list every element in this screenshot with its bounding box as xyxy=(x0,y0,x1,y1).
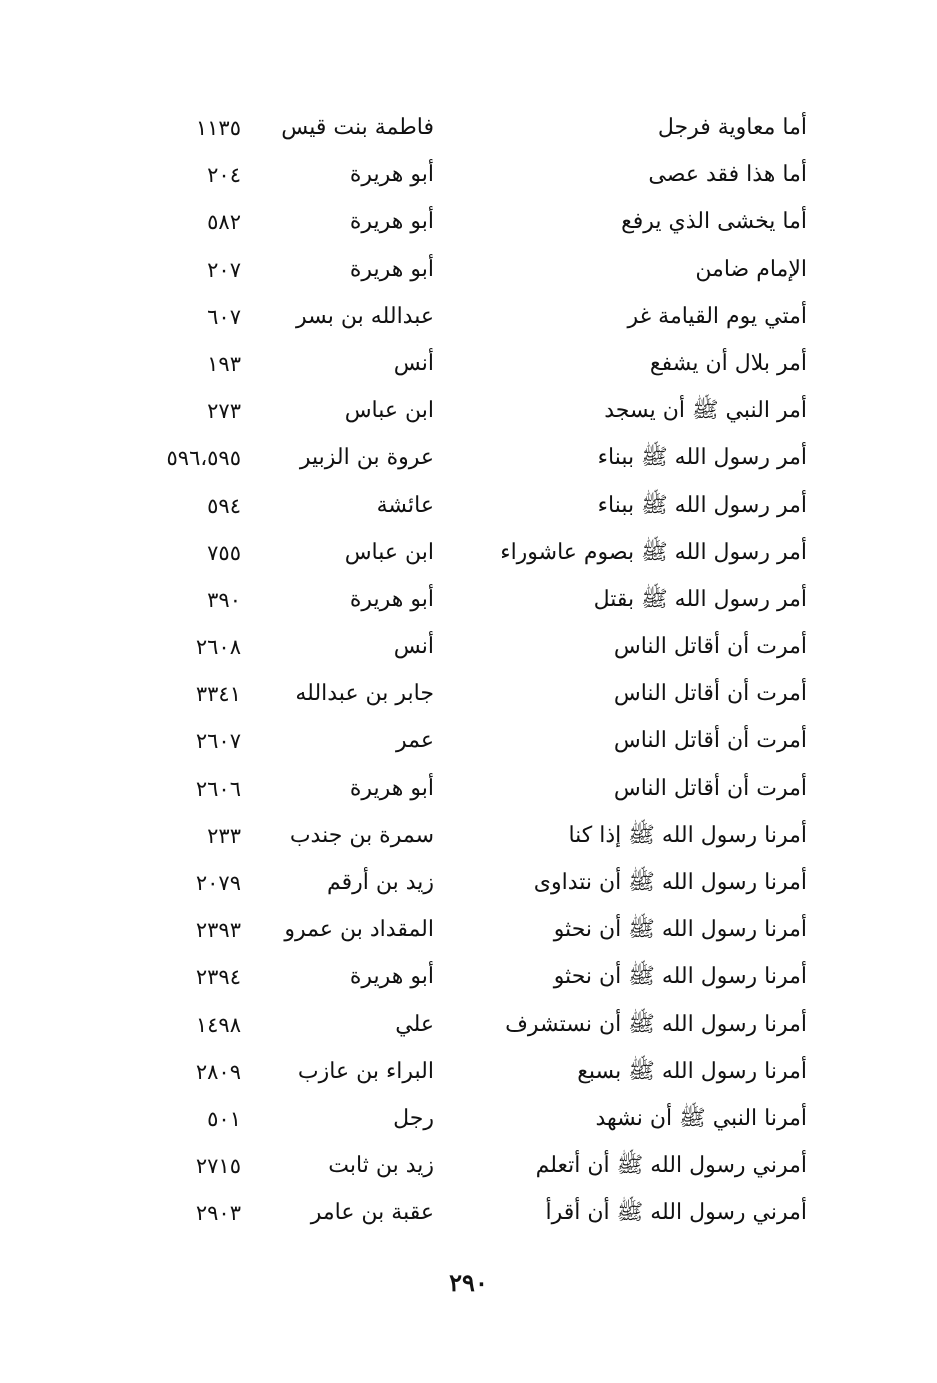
table-row xyxy=(0,297,937,344)
narrator-name: عمر xyxy=(396,728,434,754)
hadith-number: ١٩٣ xyxy=(207,351,241,376)
hadith-text: أمرني رسول الله ﷺ أن أقرأ xyxy=(545,1200,807,1226)
hadith-number: ١٤٩٨ xyxy=(195,1012,241,1037)
narrator-name: المقداد بن عمرو xyxy=(284,917,434,943)
narrator-name: عروة بن الزبير xyxy=(299,445,434,471)
table-row xyxy=(0,438,937,485)
table-row xyxy=(0,910,937,957)
hadith-number: ٢٦٠٦ xyxy=(195,776,241,801)
hadith-index-table xyxy=(0,108,937,1241)
narrator-name: زيد بن أرقم xyxy=(326,870,434,895)
table-row xyxy=(0,627,937,674)
hadith-text: أمرنا رسول الله ﷺ إذا كنا xyxy=(568,822,807,848)
narrator-name: أنس xyxy=(393,634,434,660)
hadith-text: أمرنا النبي ﷺ أن نشهد xyxy=(595,1105,807,1131)
narrator-name: أنس xyxy=(393,350,434,376)
hadith-text: أما هذا فقد عصى xyxy=(648,162,807,188)
narrator-name: أبو هريرة xyxy=(349,162,434,188)
narrator-name: علي xyxy=(395,1011,434,1037)
hadith-text: أمر رسول الله ﷺ ببناء xyxy=(597,445,807,471)
narrator-name: أبو هريرة xyxy=(349,586,434,612)
hadith-text: أمرت أن أقاتل الناس xyxy=(613,681,807,707)
table-row xyxy=(0,674,937,721)
table-row xyxy=(0,769,937,816)
hadith-text: أمرنا رسول الله ﷺ أن نحثو xyxy=(553,917,807,943)
hadith-text: أمرت أن أقاتل الناس xyxy=(613,634,807,660)
hadith-number: ٥٩٦،٥٩٥ xyxy=(166,446,241,471)
hadith-number: ٢٧٣ xyxy=(207,399,241,424)
hadith-number: ٦٠٧ xyxy=(207,304,241,329)
table-row xyxy=(0,391,937,438)
narrator-name: البراء بن عازب xyxy=(297,1058,434,1084)
narrator-name: فاطمة بنت قيس xyxy=(281,115,434,140)
hadith-number: ٢٩٠٣ xyxy=(195,1201,241,1226)
table-row xyxy=(0,533,937,580)
table-row xyxy=(0,1193,937,1240)
hadith-text: أمرنا رسول الله ﷺ بسبع xyxy=(577,1058,807,1084)
table-row xyxy=(0,155,937,202)
hadith-number: ١١٣٥ xyxy=(195,116,241,140)
hadith-text: أمرنا رسول الله ﷺ أن نتداوى xyxy=(533,870,807,895)
hadith-text: أمرنا رسول الله ﷺ أن نستشرف xyxy=(505,1011,807,1037)
hadith-text: أمرنا رسول الله ﷺ أن نحثو xyxy=(553,964,807,990)
hadith-number: ٢٣٩٤ xyxy=(195,965,241,990)
hadith-number: ٣٣٤١ xyxy=(195,682,241,707)
hadith-number: ٢٧١٥ xyxy=(195,1154,241,1179)
table-row xyxy=(0,1099,937,1146)
hadith-number: ٥٨٢ xyxy=(207,210,241,235)
table-row xyxy=(0,1052,937,1099)
narrator-name: أبو هريرة xyxy=(349,209,434,235)
hadith-number: ٢٦٠٨ xyxy=(195,635,241,660)
hadith-number: ٢٦٠٧ xyxy=(195,729,241,754)
narrator-name: أبو هريرة xyxy=(349,256,434,282)
table-row xyxy=(0,1146,937,1193)
hadith-number: ٢٠٧٩ xyxy=(195,871,241,895)
narrator-name: ابن عباس xyxy=(344,539,434,565)
hadith-number: ٢٣٩٣ xyxy=(195,918,241,943)
table-row xyxy=(0,108,937,155)
hadith-number: ٢٣٣ xyxy=(207,823,241,848)
hadith-text: الإمام ضامن xyxy=(695,256,807,282)
hadith-text: أما يخشى الذي يرفع xyxy=(621,209,807,235)
narrator-name: ابن عباس xyxy=(344,398,434,424)
table-row xyxy=(0,1005,937,1052)
table-row xyxy=(0,486,937,533)
table-row xyxy=(0,816,937,863)
table-row xyxy=(0,250,937,297)
table-row xyxy=(0,580,937,627)
narrator-name: زيد بن ثابت xyxy=(328,1153,434,1179)
hadith-number: ٢٠٤ xyxy=(207,163,241,188)
table-row xyxy=(0,202,937,249)
hadith-number: ٥٠١ xyxy=(207,1106,241,1131)
hadith-text: أمرني رسول الله ﷺ أن أتعلم xyxy=(535,1153,807,1179)
hadith-text: أمر بلال أن يشفع xyxy=(649,350,807,376)
hadith-text: أمر النبي ﷺ أن يسجد xyxy=(604,398,807,424)
table-row xyxy=(0,344,937,391)
hadith-text: أمر رسول الله ﷺ ببناء xyxy=(597,492,807,518)
hadith-number: ٢٠٧ xyxy=(207,257,241,282)
page-number: ٢٩٠ xyxy=(449,1268,488,1297)
table-row xyxy=(0,957,937,1004)
narrator-name: عائشة xyxy=(376,492,434,518)
hadith-number: ٥٩٤ xyxy=(207,493,241,518)
narrator-name: رجل xyxy=(393,1105,434,1131)
hadith-text: أمرت أن أقاتل الناس xyxy=(613,728,807,754)
hadith-text: أما معاوية فرجل xyxy=(657,115,807,140)
hadith-number: ٧٥٥ xyxy=(207,540,241,565)
narrator-name: أبو هريرة xyxy=(349,775,434,801)
hadith-text: أمرت أن أقاتل الناس xyxy=(613,775,807,801)
table-row xyxy=(0,863,937,910)
hadith-number: ٣٩٠ xyxy=(207,587,241,612)
narrator-name: سمرة بن جندب xyxy=(289,822,434,848)
hadith-text: أمتي يوم القيامة غر xyxy=(627,303,807,329)
narrator-name: عقبة بن عامر xyxy=(310,1200,434,1226)
narrator-name: عبدالله بن بسر xyxy=(296,303,434,329)
narrator-name: جابر بن عبدالله xyxy=(295,681,434,707)
narrator-name: أبو هريرة xyxy=(349,964,434,990)
hadith-text: أمر رسول الله ﷺ بقتل xyxy=(593,586,807,612)
hadith-text: أمر رسول الله ﷺ بصوم عاشوراء xyxy=(500,539,807,565)
hadith-number: ٢٨٠٩ xyxy=(195,1059,241,1084)
table-row xyxy=(0,721,937,768)
